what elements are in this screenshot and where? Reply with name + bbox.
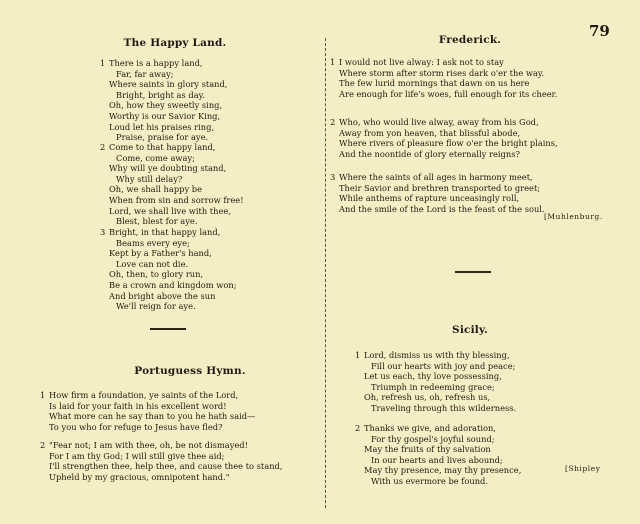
stanza-line: Where storm after storm rises dark o'er the way. <box>339 67 545 78</box>
stanza-line: To you who for refuge to Jesus have fled? <box>49 421 223 432</box>
stanza-line: Where rivers of pleasure flow o'er the bright plains, <box>339 138 558 149</box>
stanza-line: Blest, blest for aye. <box>116 216 198 227</box>
stanza-line: When from sin and sorrow free! <box>109 194 244 205</box>
stanza-line: Praise, praise for aye. <box>116 132 209 143</box>
portuguess-stanza-2 <box>40 440 283 482</box>
stanza-line: The few lurid mornings that dawn on us here <box>339 78 530 89</box>
stanza-number: 2 <box>40 440 46 450</box>
sicily-stanza-1 <box>355 350 516 414</box>
stanza-line: Away from yon heaven, that blissful abode, <box>339 127 521 138</box>
stanza-line: Love can not die. <box>116 258 189 269</box>
frederick-stanza-3 <box>330 172 545 214</box>
stanza-line: Far, far away; <box>116 68 174 79</box>
stanza-number: 1 <box>100 58 106 68</box>
stanza-line: May thy presence, may thy presence, <box>364 465 522 476</box>
stanza-line: Where saints in glory stand, <box>109 79 228 90</box>
stanza-line: And bright above the sun <box>109 290 216 301</box>
sicily-stanza-2 <box>355 423 521 487</box>
stanza-line: 2 Thanks we give, and adoration, <box>355 423 496 433</box>
stanza-line: Worthy is our Savior King, <box>109 110 221 121</box>
stanza-line: Fill our hearts with joy and peace; <box>371 360 516 371</box>
stanza-number: 1 <box>330 57 336 67</box>
page-number: 79 <box>589 22 610 40</box>
stanza-line: Oh, how they sweetly sing, <box>109 100 223 111</box>
stanza-line: 2 Who, who would live alway, away from his God, <box>330 117 539 127</box>
stanza-line: Beams every eye; <box>116 237 190 248</box>
stanza-line: While anthems of rapture unceasingly roll, <box>339 193 520 204</box>
stanza-line: Are enough for life's woes, full enough for its cheer. <box>339 88 558 99</box>
stanza-line: 1 Lord, dismiss us with thy blessing, <box>355 350 510 360</box>
stanza-line: I'll strengthen thee, help thee, and cause thee to stand, <box>49 461 283 472</box>
section-rule <box>150 328 186 330</box>
stanza-line: Bright, bright as day. <box>116 89 205 100</box>
stanza-number: 1 <box>355 350 361 360</box>
stanza-number: 2 <box>355 423 361 433</box>
stanza-line: What more can he say than to you he hath said— <box>49 411 256 422</box>
stanza-line: 2 "Fear not; I am with thee, oh, be not dismayed! <box>40 440 248 450</box>
stanza-number: 3 <box>100 227 106 237</box>
stanza-line: Come, come away; <box>116 152 195 163</box>
stanza-number: 2 <box>100 142 106 152</box>
stanza-line: 3 Where the saints of all ages in harmony meet, <box>330 172 533 182</box>
stanza-line: We'll reign for aye. <box>116 301 196 312</box>
stanza-line: Is laid for your faith in his excellent word! <box>49 400 227 411</box>
stanza-line: And the noontide of glory eternally reigns? <box>339 148 520 159</box>
stanza-line: Lord, we shall live with thee, <box>109 205 231 216</box>
portuguess-stanza-1 <box>40 390 255 432</box>
stanza-line: Oh, we shall happy be <box>109 184 203 195</box>
stanza-line: Oh, refresh us, oh, refresh us, <box>364 392 491 403</box>
stanza-line: Be a crown and kingdom won; <box>109 279 237 290</box>
frederick-stanza-2 <box>330 117 558 159</box>
stanza-line: With us evermore be found. <box>371 475 488 486</box>
stanza-line: 1 I would not live alway: I ask not to stay <box>330 57 504 67</box>
section-rule <box>455 271 491 273</box>
stanza-line: 1 How firm a foundation, ye saints of the Lord, <box>40 390 239 400</box>
stanza-line: Let us each, thy love possessing, <box>364 371 502 382</box>
stanza-line: And the smile of the Lord is the feast of the soul. <box>339 203 545 214</box>
stanza-line: Why will ye doubting stand, <box>109 163 227 174</box>
hymn-title-portuguess: Portuguess Hymn. <box>134 365 246 377</box>
stanza-line: Triumph in redeeming grace; <box>371 381 495 392</box>
stanza-number: 2 <box>330 117 336 127</box>
happy-land-stanza-2 <box>100 142 244 227</box>
stanza-number: 1 <box>40 390 46 400</box>
stanza-line: 3 Bright, in that happy land, <box>100 227 221 237</box>
stanza-line: Oh, then, to glory run, <box>109 269 204 280</box>
frederick-stanza-1 <box>330 57 557 99</box>
stanza-line: For I am thy God; I will still give thee aid; <box>49 450 225 461</box>
hymn-title-frederick: Frederick. <box>438 34 502 46</box>
stanza-line: Upheld by my gracious, omnipotent hand." <box>49 471 230 482</box>
happy-land-stanza-3 <box>100 227 237 312</box>
stanza-line: For thy gospel's joyful sound; <box>371 433 495 444</box>
stanza-line: May the fruits of thy salvation <box>364 444 491 455</box>
attribution-shipley: [Shipley <box>565 464 601 473</box>
stanza-line: Loud let his praises ring, <box>109 121 215 132</box>
stanza-line: 1 There is a happy land, <box>100 58 203 68</box>
stanza-line: Kept by a Father's hand, <box>109 248 212 259</box>
stanza-line: Why still delay? <box>116 173 183 184</box>
stanza-number: 3 <box>330 172 336 182</box>
stanza-line: 2 Come to that happy land, <box>100 142 216 152</box>
happy-land-stanza-1 <box>100 58 227 143</box>
attribution-muhlenburg: [Muhlenburg. <box>544 212 603 221</box>
stanza-line: Traveling through this wilderness. <box>371 402 517 413</box>
hymn-title-sicily: Sicily. <box>452 324 488 336</box>
column-divider <box>325 38 327 508</box>
stanza-line: In our hearts and lives abound; <box>371 454 503 465</box>
hymn-title-happy-land: The Happy Land. <box>123 37 227 49</box>
stanza-line: Their Savior and brethren transported to greet; <box>339 182 541 193</box>
